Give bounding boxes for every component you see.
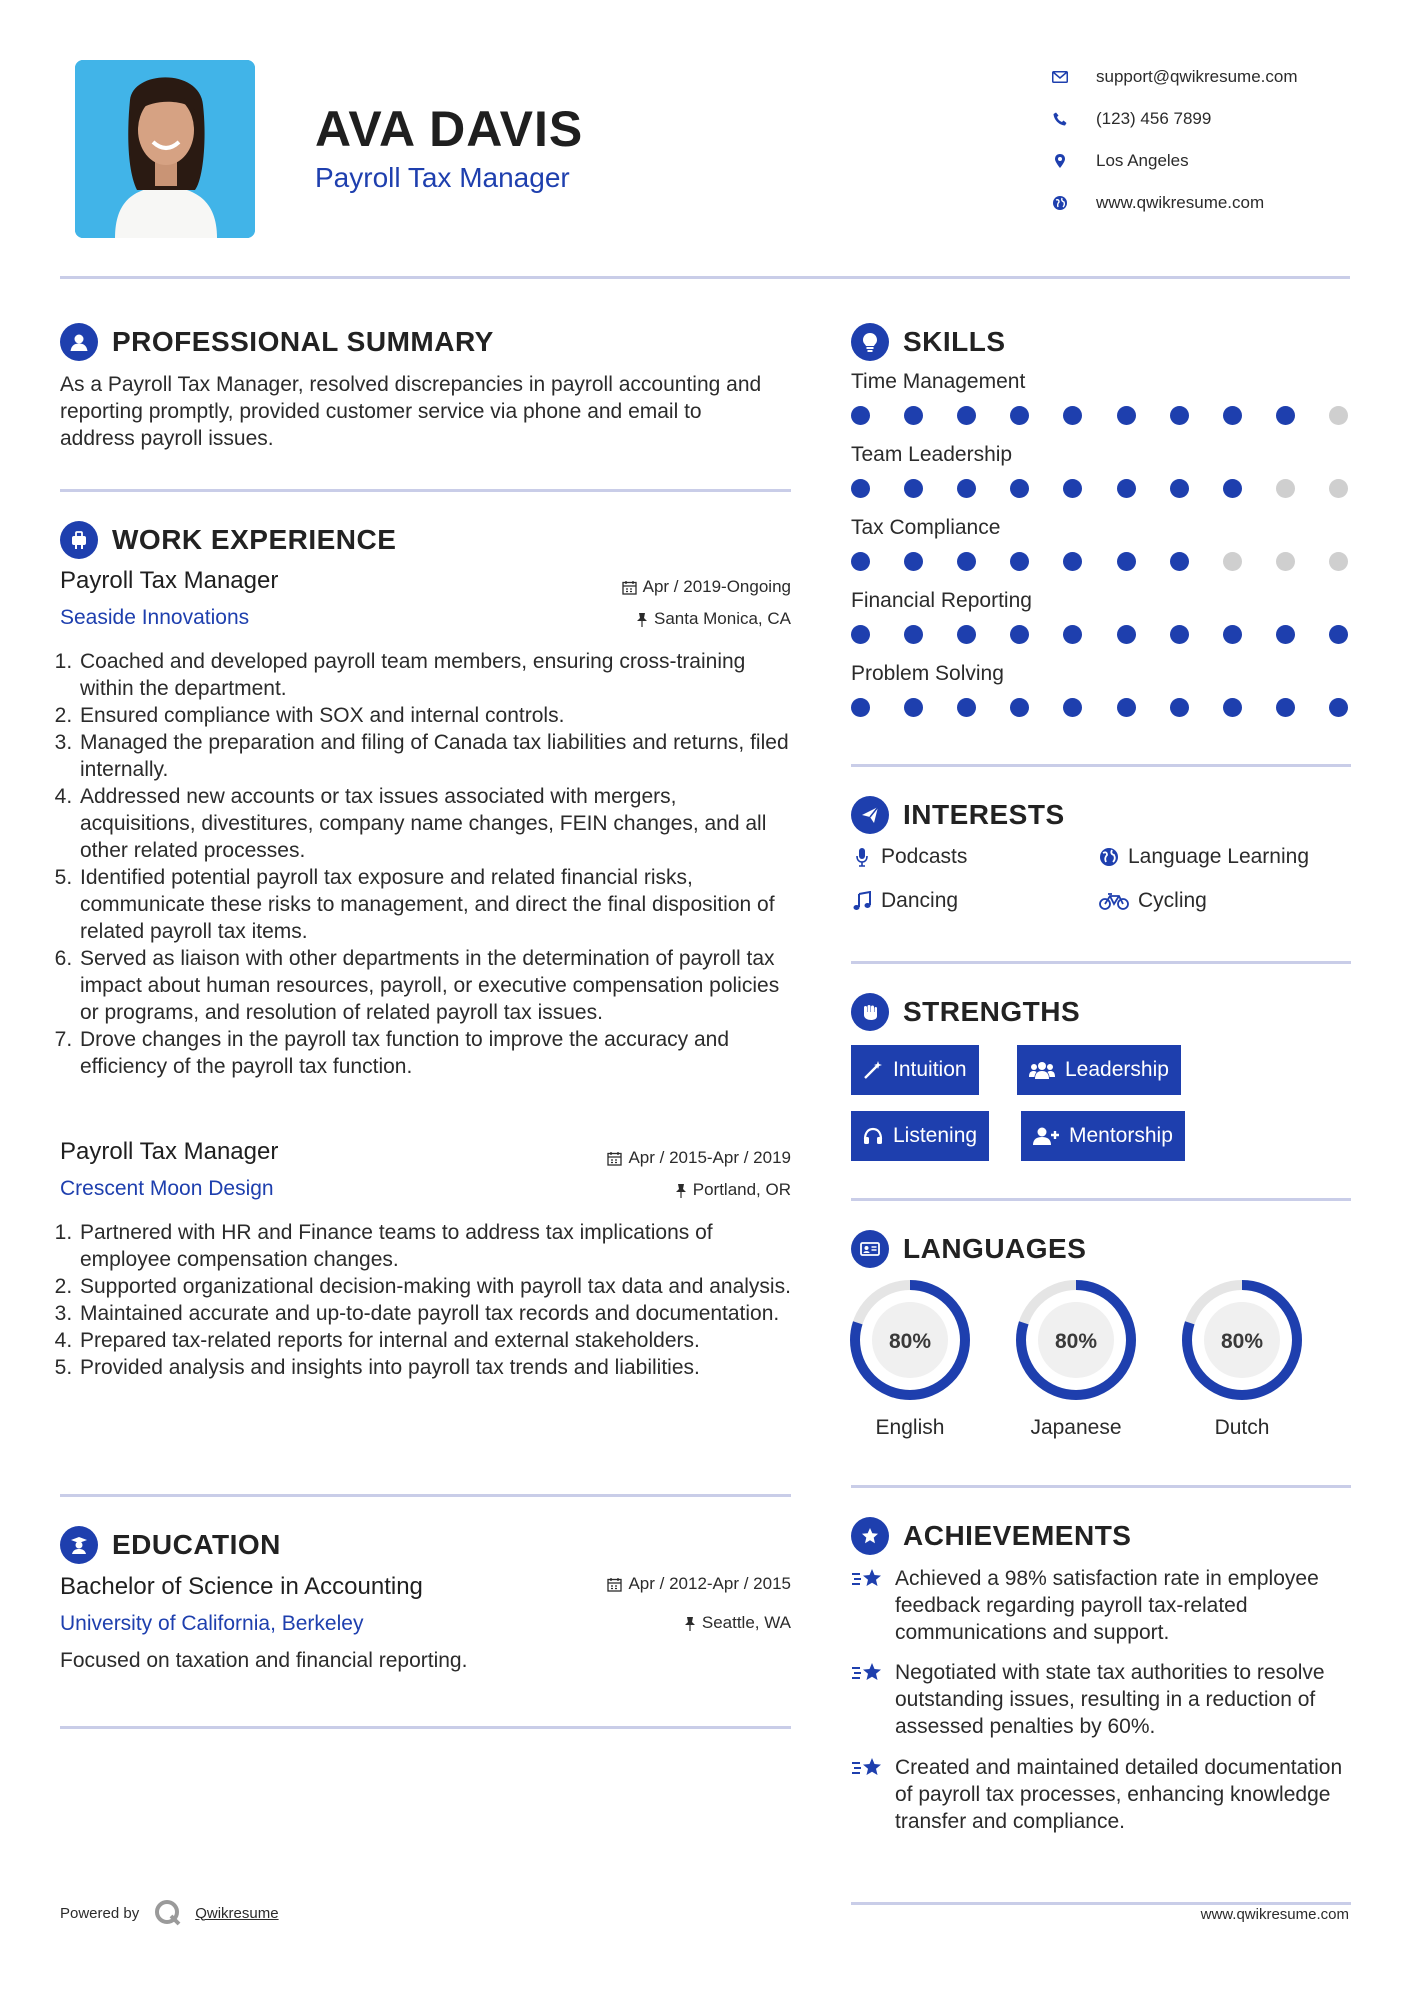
list-item: 1. Partnered with HR and Finance teams to address tax implications of employee compensation changes.	[78, 1219, 795, 1273]
location-text: Santa Monica, CA	[653, 609, 791, 628]
skill-dot-filled	[1063, 552, 1082, 571]
pushpin-icon	[684, 1616, 696, 1631]
interest-item	[1098, 845, 1309, 869]
strength-chip	[851, 1045, 979, 1095]
skill-name: Financial Reporting	[851, 589, 1032, 612]
company-name: Seaside Innovations	[60, 606, 250, 629]
interests-title: INTERESTS	[903, 799, 1065, 830]
job-location	[500, 1180, 791, 1200]
interest-item	[851, 889, 958, 913]
dates-text: Apr / 2015-Apr / 2019	[628, 1148, 791, 1167]
magic-wand-icon	[863, 1060, 883, 1080]
email-text: support@qwikresume.com	[1096, 67, 1298, 86]
contact-info	[1050, 56, 1380, 224]
achievement-text: Achieved a 98% satisfaction rate in employee feedback regarding payroll tax-related communications and support.	[895, 1567, 1319, 1644]
footer-website[interactable]: www.qwikresume.com	[1200, 1906, 1349, 1923]
phone-text: (123) 456 7899	[1096, 109, 1212, 128]
skill-dot-filled	[1117, 479, 1136, 498]
graduate-icon	[60, 1526, 98, 1564]
phone-icon	[1050, 109, 1070, 129]
list-item: 4. Prepared tax-related reports for internal and external stakeholders.	[78, 1327, 795, 1354]
education-heading	[60, 1526, 281, 1564]
contact-location	[1050, 140, 1380, 182]
skill-item	[851, 662, 1351, 717]
skill-dot-filled	[1276, 406, 1295, 425]
summary-heading	[60, 323, 494, 361]
education-note: Focused on taxation and financial reporting.	[60, 1649, 468, 1672]
skill-item	[851, 516, 1351, 571]
skill-dot-filled	[1276, 698, 1295, 717]
achievement-item	[851, 1565, 1351, 1646]
skill-dot-empty	[1276, 552, 1295, 571]
dates-text: Apr / 2012-Apr / 2015	[628, 1574, 791, 1593]
job-bullets	[60, 1219, 795, 1381]
list-item: 2. Ensured compliance with SOX and internal controls.	[78, 702, 795, 729]
languages-title: LANGUAGES	[903, 1233, 1087, 1264]
skill-dot-filled	[904, 625, 923, 644]
school-name: University of California, Berkeley	[60, 1612, 364, 1635]
shooting-star-icon	[851, 1565, 885, 1646]
avatar	[75, 60, 255, 238]
education-divider	[60, 1726, 791, 1729]
job-bullets	[60, 648, 795, 1080]
interest-label: Language Learning	[1128, 845, 1310, 868]
skill-dot-empty	[1276, 479, 1295, 498]
skill-dot-empty	[1329, 406, 1348, 425]
strength-label: Mentorship	[1069, 1124, 1173, 1147]
languages-divider	[851, 1485, 1351, 1488]
achievement-item	[851, 1659, 1351, 1740]
contact-website[interactable]	[1050, 182, 1380, 224]
skill-dot-filled	[851, 552, 870, 571]
bicycle-icon	[1098, 890, 1130, 912]
skill-dot-filled	[957, 479, 976, 498]
skill-item	[851, 443, 1351, 498]
interest-item	[1098, 889, 1207, 913]
list-item: 6. Served as liaison with other departments in the determination of payroll tax impact about human resources, payroll, or executive compensation policies or programs, and resolution of related payroll tax issues.	[78, 945, 795, 1026]
skill-name: Time Management	[851, 370, 1026, 393]
lightbulb-icon	[851, 323, 889, 361]
contact-phone[interactable]	[1050, 98, 1380, 140]
skill-level-dots	[851, 625, 1348, 644]
interest-label: Cycling	[1138, 889, 1207, 912]
skill-dot-empty	[1329, 552, 1348, 571]
brand-link[interactable]: Qwikresume	[195, 1904, 279, 1922]
skill-dot-filled	[1223, 406, 1242, 425]
header-divider	[60, 276, 1350, 279]
achievement-item	[851, 1754, 1351, 1835]
skill-dot-filled	[1170, 406, 1189, 425]
language-name: English	[875, 1416, 945, 1439]
skill-dot-filled	[1170, 698, 1189, 717]
skill-dot-filled	[904, 698, 923, 717]
interest-label: Podcasts	[881, 845, 968, 868]
skill-dot-filled	[957, 552, 976, 571]
list-item: 5. Provided analysis and insights into payroll tax trends and liabilities.	[78, 1354, 795, 1381]
skill-dot-filled	[957, 625, 976, 644]
microphone-icon	[851, 846, 873, 868]
summary-text: As a Payroll Tax Manager, resolved discrepancies in payroll accounting and reporting promptly, provided customer service via phone and email to address payroll issues.	[60, 373, 762, 450]
location-text: Portland, OR	[692, 1180, 791, 1199]
globe-icon	[1098, 846, 1120, 868]
strength-chip	[851, 1111, 989, 1161]
powered-by-text: Powered by	[60, 1904, 140, 1922]
skill-dot-empty	[1329, 479, 1348, 498]
skill-dot-filled	[1063, 406, 1082, 425]
skill-name: Problem Solving	[851, 662, 1004, 685]
skill-name: Tax Compliance	[851, 516, 1001, 539]
language-progress-ring	[1014, 1278, 1138, 1402]
skill-dot-filled	[904, 406, 923, 425]
qwikresume-logo-icon	[153, 1898, 183, 1928]
skills-heading	[851, 323, 1006, 361]
skill-dot-filled	[1170, 625, 1189, 644]
skill-dot-filled	[1010, 552, 1029, 571]
strength-chip	[1017, 1045, 1181, 1095]
candidate-name: AVA DAVIS	[315, 101, 584, 157]
skill-dot-filled	[1010, 625, 1029, 644]
experience-title: WORK EXPERIENCE	[112, 524, 397, 555]
contact-email[interactable]	[1050, 56, 1380, 98]
skill-dot-filled	[1329, 625, 1348, 644]
experience-divider	[60, 1494, 791, 1497]
achievement-text: Negotiated with state tax authorities to resolve outstanding issues, resulting in a reduction of assessed penalties by 60%.	[895, 1661, 1325, 1738]
language-progress-ring	[1180, 1278, 1304, 1402]
skill-dot-filled	[1010, 406, 1029, 425]
skill-dot-filled	[1117, 625, 1136, 644]
envelope-icon	[1050, 67, 1070, 87]
dates-text: Apr / 2019-Ongoing	[642, 577, 791, 596]
interests-heading	[851, 796, 1065, 834]
skill-dot-filled	[1329, 698, 1348, 717]
language-progress-ring	[848, 1278, 972, 1402]
skill-dot-filled	[851, 479, 870, 498]
skill-dot-filled	[904, 479, 923, 498]
shooting-star-icon	[851, 1659, 885, 1740]
skill-dot-filled	[957, 406, 976, 425]
achievements-divider	[851, 1902, 1351, 1905]
skill-dot-filled	[1117, 698, 1136, 717]
strength-label: Listening	[893, 1124, 978, 1147]
strength-label: Intuition	[893, 1058, 967, 1081]
skill-dot-filled	[851, 698, 870, 717]
briefcase-icon	[60, 521, 98, 559]
job-title: Payroll Tax Manager	[60, 567, 279, 594]
strengths-heading	[851, 993, 1080, 1031]
achievement-text: Created and maintained detailed documentation of payroll tax processes, enhancing knowledge transfer and compliance.	[895, 1756, 1343, 1833]
list-item: 2. Supported organizational decision-making with payroll tax data and analysis.	[78, 1273, 795, 1300]
job-dates	[500, 1148, 791, 1168]
language-item	[1180, 1278, 1304, 1440]
calendar-icon	[607, 1577, 622, 1592]
summary-divider	[60, 489, 791, 492]
skill-item	[851, 370, 1351, 425]
language-percent: 80%	[1054, 1330, 1098, 1353]
star-badge-icon	[851, 1517, 889, 1555]
interest-label: Dancing	[881, 889, 959, 912]
list-item: 3. Maintained accurate and up-to-date payroll tax records and documentation.	[78, 1300, 795, 1327]
list-item: 1. Coached and developed payroll team members, ensuring cross-training within the department.	[78, 648, 795, 702]
location-text: Los Angeles	[1096, 151, 1189, 170]
music-note-icon	[851, 890, 873, 912]
skill-dot-filled	[1117, 552, 1136, 571]
company-name: Crescent Moon Design	[60, 1177, 274, 1200]
globe-icon	[1050, 193, 1070, 213]
strengths-divider	[851, 1198, 1351, 1201]
education-location	[500, 1613, 791, 1633]
skill-dot-filled	[1223, 625, 1242, 644]
degree-name: Bachelor of Science in Accounting	[60, 1573, 423, 1600]
interest-item	[851, 845, 967, 869]
list-item: 5. Identified potential payroll tax exposure and related financial risks, communicate these risks to management, and direct the final disposition of related payroll tax items.	[78, 864, 795, 945]
pushpin-icon	[675, 1183, 687, 1198]
achievements-title: ACHIEVEMENTS	[903, 1520, 1132, 1551]
skill-dot-filled	[904, 552, 923, 571]
education-title: EDUCATION	[112, 1529, 281, 1560]
skill-dot-filled	[1223, 698, 1242, 717]
skill-level-dots	[851, 479, 1348, 498]
list-item: 4. Addressed new accounts or tax issues associated with mergers, acquisitions, divestitures, company name changes, FEIN changes, and all other related processes.	[78, 783, 795, 864]
candidate-role: Payroll Tax Manager	[315, 162, 570, 193]
strength-label: Leadership	[1065, 1058, 1169, 1081]
languages-heading	[851, 1230, 1086, 1268]
job-title: Payroll Tax Manager	[60, 1138, 279, 1165]
skill-dot-empty	[1223, 552, 1242, 571]
language-item	[848, 1278, 972, 1440]
language-item	[1014, 1278, 1138, 1440]
skill-item	[851, 589, 1351, 644]
id-card-icon	[851, 1230, 889, 1268]
list-item: 3. Managed the preparation and filing of Canada tax liabilities and returns, filed internally.	[78, 729, 795, 783]
achievements-heading	[851, 1517, 1131, 1555]
paper-plane-icon	[851, 796, 889, 834]
website-text: www.qwikresume.com	[1096, 193, 1265, 212]
calendar-icon	[622, 580, 637, 595]
user-icon	[60, 323, 98, 361]
experience-heading	[60, 521, 396, 559]
skill-dot-filled	[1170, 552, 1189, 571]
skills-divider	[851, 764, 1351, 767]
skill-dot-filled	[851, 625, 870, 644]
footer-credit	[60, 1898, 279, 1928]
skill-dot-filled	[1063, 698, 1082, 717]
language-name: Japanese	[1030, 1416, 1122, 1439]
skill-level-dots	[851, 406, 1348, 425]
skill-dot-filled	[957, 698, 976, 717]
users-icon	[1029, 1060, 1055, 1080]
skill-level-dots	[851, 698, 1348, 717]
skill-dot-filled	[1063, 479, 1082, 498]
strength-chip	[1021, 1111, 1185, 1161]
shooting-star-icon	[851, 1754, 885, 1835]
skill-dot-filled	[1010, 698, 1029, 717]
skill-dot-filled	[1117, 406, 1136, 425]
skills-title: SKILLS	[903, 326, 1006, 357]
location-text: Seattle, WA	[701, 1613, 791, 1632]
language-percent: 80%	[888, 1330, 932, 1353]
skill-name: Team Leadership	[851, 443, 1013, 466]
skill-dot-filled	[851, 406, 870, 425]
user-plus-icon	[1033, 1126, 1059, 1146]
summary-title: PROFESSIONAL SUMMARY	[112, 326, 494, 357]
pushpin-icon	[636, 612, 648, 627]
skill-dot-filled	[1170, 479, 1189, 498]
job-location	[500, 609, 791, 629]
strengths-title: STRENGTHS	[903, 996, 1081, 1027]
job-dates	[500, 577, 791, 597]
language-percent: 80%	[1220, 1330, 1264, 1353]
list-item: 7. Drove changes in the payroll tax function to improve the accuracy and efficiency of the payroll tax function.	[78, 1026, 795, 1080]
skill-level-dots	[851, 552, 1348, 571]
interests-divider	[851, 961, 1351, 964]
skill-dot-filled	[1276, 625, 1295, 644]
map-pin-icon	[1050, 151, 1070, 171]
skill-dot-filled	[1063, 625, 1082, 644]
fist-icon	[851, 993, 889, 1031]
calendar-icon	[607, 1151, 622, 1166]
education-dates	[500, 1574, 791, 1594]
headphones-icon	[863, 1126, 883, 1146]
language-name: Dutch	[1214, 1416, 1270, 1439]
skill-dot-filled	[1223, 479, 1242, 498]
skill-dot-filled	[1010, 479, 1029, 498]
